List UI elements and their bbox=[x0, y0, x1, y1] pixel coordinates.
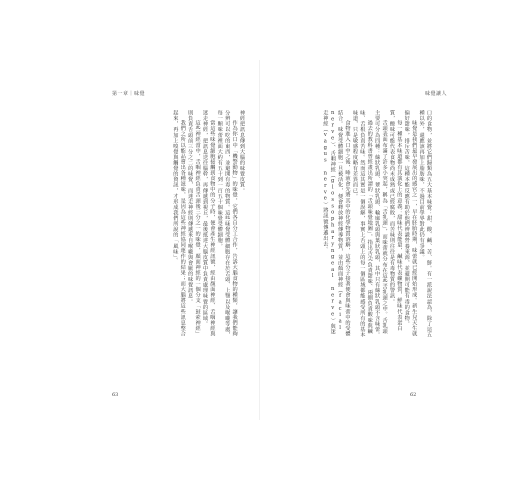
right-paragraph: 食物進入口中之後，唾液會先將其中的化學物質溶解，這些分子接著便會與味蕾中的受體結合。味覺受體細胞一旦被活化，便會釋放神經傳導物質，並由顏面神經（facial nerve）、舌咽神經（glossopharyngeal nerve）與迷走神經（vagus nerve）將訊號傳遞出去。 bbox=[322, 110, 351, 337]
right-page-number: 62 bbox=[410, 392, 417, 398]
left-paragraph: 當這些味覺細胞接觸到食物中的分子時，便會產生神經訊號，經由顏面神經、舌咽神經與迷走神經，把訊息送往腦幹，再傳遞到視丘，最後抵達大腦皮質中負責處理味覺的區域。 bbox=[201, 110, 216, 337]
left-text-block bbox=[110, 110, 245, 338]
right-paragraph: 舌頭表面布滿了許多小突起，稱為「舌乳頭」，而味蕾就分布在這些舌乳頭之中。舌乳頭主要可分為四種：絲狀乳頭、蕈狀乳頭、輪廓乳頭與葉狀乳頭，其中只有絲狀乳頭不含味蕾。 bbox=[374, 110, 388, 338]
left-paragraph: 我們之所以能品嘗出各種滋味，是因為這些神經協同運作的結果；而大腦將這些訊息整合起來，再加上嗅覺與觸覺的資訊，才形成我們所說的「風味」。 bbox=[172, 110, 186, 337]
left-paragraph: 這些神經當中，舌咽神經負責舌頭後三分之一的味覺，顏面神經的一個分支「鼓索神經」則負責舌頭前三分之二的味覺，而迷走神經則傳遞來自喉嚨與會厭的味覺訊息。 bbox=[187, 110, 201, 337]
right-paragraph: 味覺是我們最早發展出的感官之一，早在胚胎時期，味蕾就已經開始形成。新生兒天生就偏好甜味，排斥苦味，這種本能反應有助於他們辨識營養來源，並避開可能有毒的食物。 bbox=[403, 110, 418, 337]
left-page-number: 63 bbox=[112, 392, 119, 398]
right-paragraph: 過去的教科書曾經畫出所謂的「舌頭味覺地圖」，指出舌尖負責甜味、兩側負責酸味與鹹味、舌根負責苦味。然而這其實是一個誤解，事實上舌頭上的每一個區域都能感受所有的基本味道，只是敏感程度略有差異而已。 bbox=[351, 110, 373, 338]
right-paragraph: 口的食物，並將它們歸類為五大基本味覺：甜、酸、鹹、苦、鮮。有一派說法認為，除了這五種以外，還應該再加上脂肪味，不過目前學界對此仍有爭議。 bbox=[418, 110, 432, 338]
right-running-head: 味覺讓人 bbox=[425, 91, 448, 97]
left-running-head: 第一章｜味覺 bbox=[112, 91, 146, 97]
left-paragraph: 神經把訊息傳到大腦的味覺皮質。 bbox=[239, 110, 245, 194]
left-paragraph: 作為你口中「機警動物」的味覺，它們各自分工合作，告訴大腦食物的種類，讓我們能夠分辨可以吃的東西，並避開有毒的物質。這些味覺受體細胞存在於舌頭、上顎以及喉嚨等處，每一顆味蕾裡面大約有五十到一百五十個味覺受體細胞。 bbox=[216, 110, 238, 338]
right-paragraph: 每一種基本味道都有其演化上的意義：甜味代表能量，鹹味代表礦物質，鮮味代表蛋白質，酸味可能代表食物尚未成熟或已經腐敗，而苦味則往往是有毒物質的警訊。 bbox=[388, 110, 403, 332]
right-page bbox=[260, 0, 520, 500]
right-text-block bbox=[268, 110, 432, 338]
